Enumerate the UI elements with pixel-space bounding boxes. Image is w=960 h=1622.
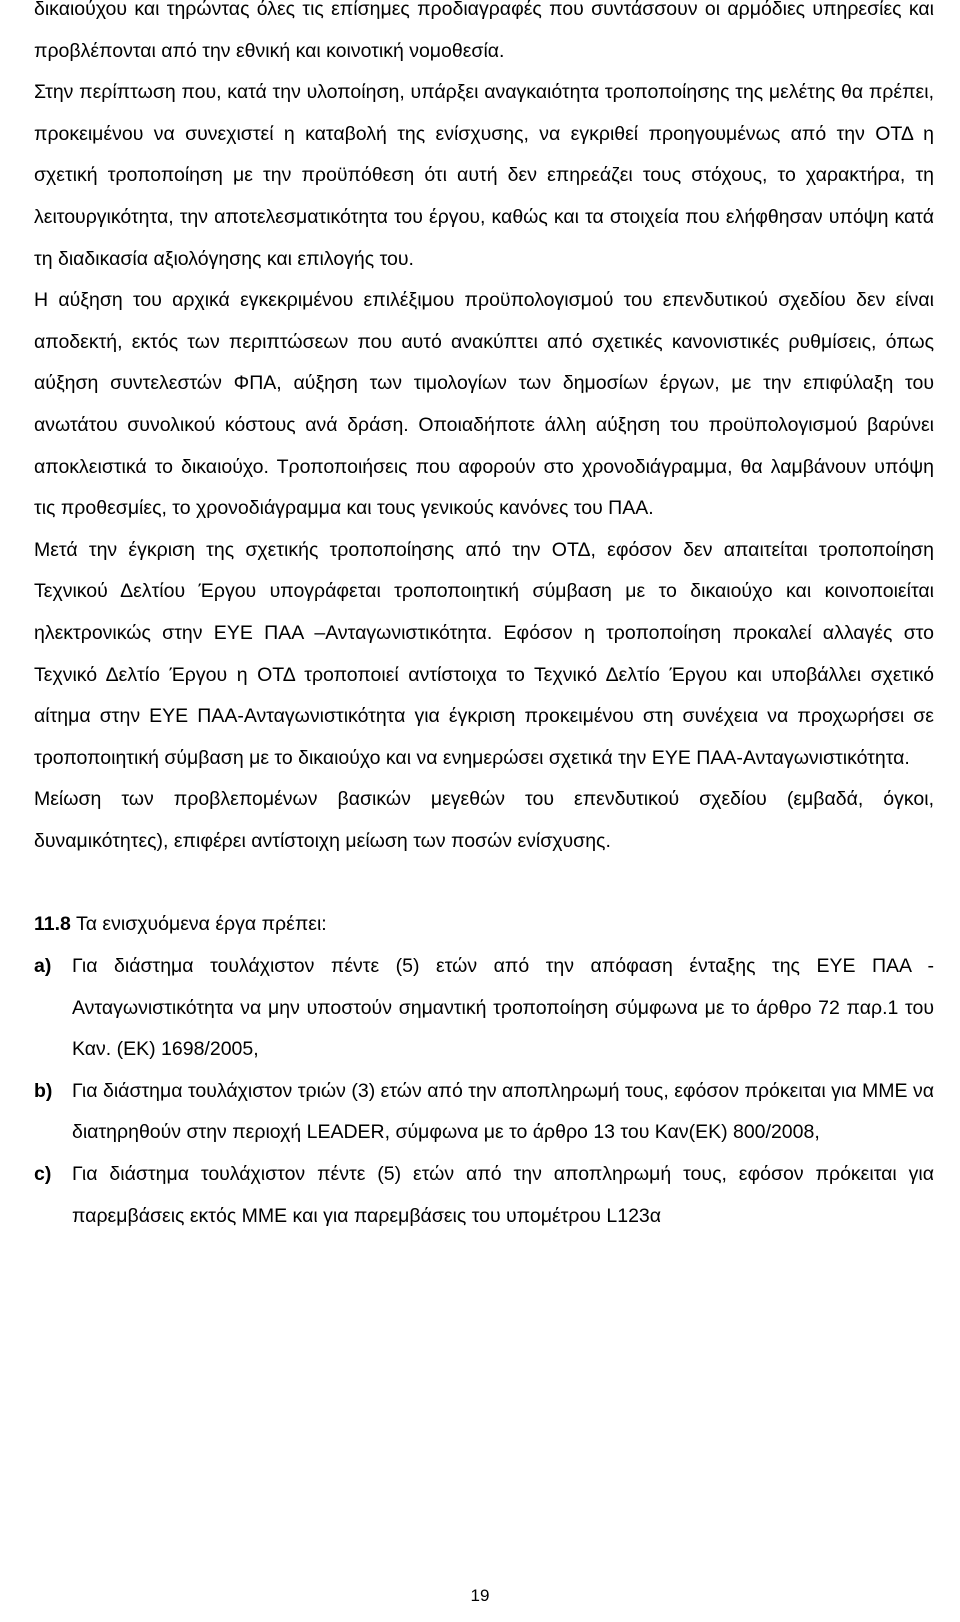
section-heading	[34, 904, 934, 946]
list-marker: c)	[34, 1163, 52, 1186]
list-item-c	[34, 1154, 934, 1237]
section-number: 11.8	[34, 913, 71, 936]
page-number: 19	[470, 1586, 490, 1605]
section-spacer	[34, 862, 934, 904]
document-page	[6, 0, 954, 1622]
paragraph-budget-increase: Η αύξηση του αρχικά εγκεκριμένου επιλέξιμου προϋπολογισμού του επενδυτικού σχεδίου δεν είναι αποδεκτή, εκτός των περιπτώσεων που αυτό ανακύπτει από σχετικές κανονιστικές ρυθμίσεις, όπως αύξηση συντελεστών ΦΠΑ, αύξηση των τιμολογίων των δημοσίων έργων, με την επιφύλαξη του ανωτάτου συνολικού κόστους ανά δράση. Οποιαδήποτε άλλη αύξηση του προϋπολογισμού βαρύνει αποκλειστικά το δικαιούχο. Τροποποιήσεις που αφορούν στο χρονοδιάγραμμα, θα λαμβάνουν υπόψη τις προθεσμίες, το χρονοδιάγραμμα και τους γενικούς κανόνες του ΠΑΑ.	[34, 289, 934, 520]
paragraph-specifications: δικαιούχου και τηρώντας όλες τις επίσημες προδιαγραφές που συντάσσουν οι αρμόδιες υπηρεσίες και προβλέπονται από την εθνική και κοινοτική νομοθεσία.	[34, 0, 934, 62]
list-marker: a)	[34, 955, 52, 978]
paragraph-study-modification: Στην περίπτωση που, κατά την υλοποίηση, υπάρξει αναγκαιότητα τροποποίησης της μελέτης θα πρέπει, προκειμένου να συνεχιστεί η καταβολή της ενίσχυσης, να εγκριθεί προηγουμένως από την ΟΤΔ η σχετική τροποποίηση με την προϋπόθεση ότι αυτή δεν επηρεάζει τους στόχους, το χαρακτήρα, τη λειτουργικότητα, την αποτελεσματικότητα του έργου, καθώς και τα στοιχεία που ελήφθησαν υπόψη κατά τη διαδικασία αξιολόγησης και επιλογής του.	[34, 81, 934, 270]
list-item-text: Για διάστημα τουλάχιστον τριών (3) ετών από την αποπληρωμή τους, εφόσον πρόκειται για ΜΜΕ να διατηρηθούν στην περιοχή LEADER, σύμφωνα με το άρθρο 13 του Καν(ΕΚ) 800/2008,	[72, 1079, 934, 1144]
paragraph-modification-approval: Μετά την έγκριση της σχετικής τροποποίησης από την ΟΤΔ, εφόσον δεν απαιτείται τροποποίηση Τεχνικού Δελτίου Έργου υπογράφεται τροποποιητική σύμβαση με το δικαιούχο και κοινοποιείται ηλεκτρονικώς στην ΕΥΕ ΠΑΑ –Ανταγωνιστικότητα. Εφόσον η τροποποίηση προκαλεί αλλαγές στο Τεχνικό Δελτίο Έργου η ΟΤΔ τροποποιεί αντίστοιχα το Τεχνικό Δελτίο Έργου και υποβάλλει σχετικό αίτημα στην ΕΥΕ ΠΑΑ-Ανταγωνιστικότητα για έγκριση προκειμένου στη συνέχεια να προχωρήσει σε τροποποιητική σύμβαση με το δικαιούχο και να ενημερώσει σχετικά την ΕΥΕ ΠΑΑ-Ανταγωνιστικότητα.	[34, 538, 934, 769]
list-item-text: Για διάστημα τουλάχιστον πέντε (5) ετών από την αποπληρωμή τους, εφόσον πρόκειται για παρεμβάσεις εκτός ΜΜΕ και για παρεμβάσεις του υπομέτρου L123α	[72, 1163, 934, 1227]
list-marker: b)	[34, 1079, 53, 1102]
section-title: Τα ενισχυόμενα έργα πρέπει:	[75, 913, 327, 936]
paragraph-size-reduction: Μείωση των προβλεπομένων βασικών μεγεθών του επενδυτικού σχεδίου (εμβαδά, όγκοι, δυναμικότητες), επιφέρει αντίστοιχη μείωση των ποσών ενίσχυσης.	[34, 788, 934, 852]
list-item-a	[34, 946, 934, 1071]
list-item-b	[34, 1071, 934, 1154]
list-item-text: Για διάστημα τουλάχιστον πέντε (5) ετών από την απόφαση ένταξης της ΕΥΕ ΠΑΑ - Ανταγωνιστικότητα να μην υποστούν σημαντική τροποποίηση σύμφωνα με το άρθρο 72 παρ.1 του Καν. (ΕΚ) 1698/2005,	[72, 955, 934, 1061]
